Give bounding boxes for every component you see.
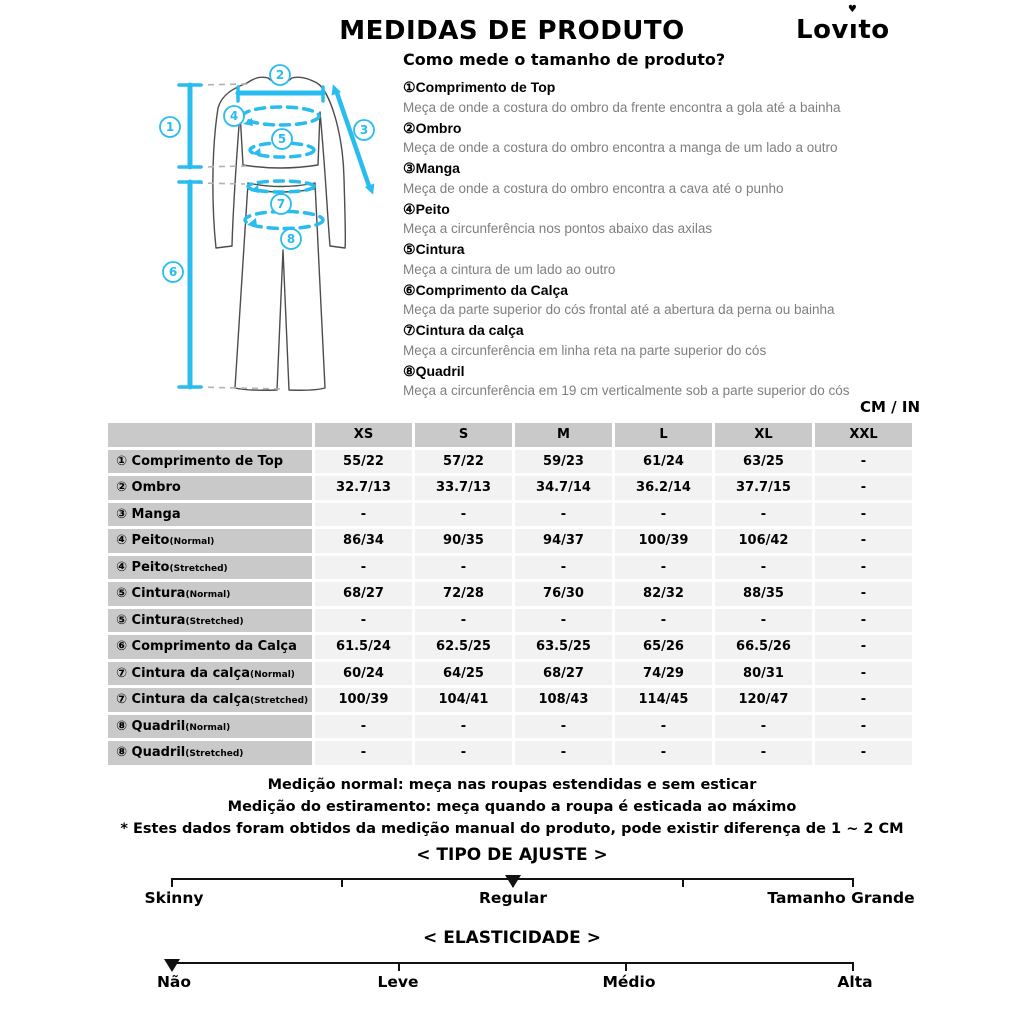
size-value-cell: 86/34: [315, 529, 412, 553]
elasticity-scale-title: < ELASTICIDADE >: [423, 928, 601, 948]
size-table: [105, 420, 915, 768]
fit-tick: [341, 878, 343, 887]
size-value-cell: 34.7/14: [515, 476, 612, 500]
svg-text:3: 3: [359, 123, 369, 138]
size-value-cell: 80/31: [715, 662, 812, 686]
size-value-cell: -: [715, 503, 812, 527]
row-number: ③: [116, 506, 132, 522]
size-value-cell: 74/29: [615, 662, 712, 686]
diagram-badge-3: [354, 120, 374, 140]
guide-item-number: ⑧: [403, 362, 416, 379]
guide-item-description: Meça de onde a costura do ombro da frente encontra a gola até a bainha: [403, 99, 841, 115]
row-name: Peito: [131, 559, 170, 575]
row-label: [108, 476, 312, 500]
table-row: [108, 582, 912, 606]
guide-item-heading: [403, 77, 963, 98]
row-name: Cintura da calça: [131, 665, 250, 681]
guide-item-heading: [403, 361, 963, 382]
size-value-cell: 37.7/15: [715, 476, 812, 500]
page-title: MEDIDAS DE PRODUTO: [339, 16, 685, 46]
guide-item-name: Manga: [415, 160, 460, 176]
row-name: Ombro: [131, 480, 181, 496]
guide-item: [403, 280, 963, 321]
size-value-cell: 82/32: [615, 582, 712, 606]
diagram-badge-8: [281, 229, 301, 249]
guide-item-number: ⑥: [403, 281, 416, 298]
svg-text:8: 8: [286, 232, 296, 247]
row-name: Cintura: [131, 586, 186, 602]
size-value-cell: 100/39: [315, 688, 412, 712]
size-value-cell: -: [315, 741, 412, 765]
row-sub-label: (Normal): [185, 590, 231, 601]
guide-item-description: Meça de onde a costura do ombro encontra a cava até o punho: [403, 180, 784, 196]
note-normal: Medição normal: meça nas roupas estendidas e sem esticar: [267, 777, 757, 793]
size-value-cell: -: [715, 715, 812, 739]
guide-item-name: Ombro: [415, 119, 462, 136]
size-value-cell: 120/47: [715, 688, 812, 712]
row-name: Cintura da calça: [131, 692, 250, 708]
elasticity-marker-icon: [164, 959, 180, 972]
guide-item-description: Meça a cintura de um lado ao outro: [403, 261, 616, 277]
guide-item-description: Meça a circunferência nos pontos abaixo das axilas: [403, 221, 713, 236]
size-value-cell: 57/22: [415, 450, 512, 474]
size-value-cell: -: [415, 715, 512, 739]
elasticity-label-alta: Alta: [837, 973, 873, 991]
table-row: [108, 662, 912, 686]
size-value-cell: -: [315, 556, 412, 580]
measure-pants-length: [179, 182, 201, 387]
logo-letter-i: ı ♥: [847, 4, 859, 45]
size-value-cell: 60/24: [315, 662, 412, 686]
guide-item-heading: [403, 320, 963, 341]
size-value-cell: -: [815, 476, 912, 500]
guide-item-name: Comprimento da Calça: [415, 281, 569, 298]
size-value-cell: -: [715, 556, 812, 580]
size-column-header: XXL: [815, 423, 912, 447]
row-name: Cintura: [131, 612, 186, 628]
measurement-diagram: [148, 58, 400, 403]
svg-text:4: 4: [229, 109, 239, 124]
row-name: Quadril: [131, 745, 186, 761]
table-row: [108, 503, 912, 527]
row-label: [108, 582, 312, 606]
size-value-cell: 36.2/14: [615, 476, 712, 500]
size-value-cell: -: [615, 609, 712, 633]
size-value-cell: 55/22: [315, 450, 412, 474]
guide-item-name: Quadril: [415, 362, 465, 379]
elasticity-label-leve: Leve: [377, 973, 419, 991]
row-sub-label: (Stretched): [185, 616, 244, 627]
diagram-badge-1: [160, 117, 180, 137]
row-label: [108, 503, 312, 527]
size-value-cell: -: [815, 529, 912, 553]
unit-label: CM / IN: [860, 398, 920, 416]
elasticity-label-medio: Médio: [602, 973, 656, 991]
size-table-header-row: [108, 423, 912, 447]
row-number: ①: [116, 453, 132, 469]
size-value-cell: 33.7/13: [415, 476, 512, 500]
row-sub-label: (Normal): [185, 722, 231, 733]
elasticity-label-nao: Não: [156, 973, 192, 991]
elasticity-scale-line: [172, 962, 853, 964]
size-value-cell: -: [815, 741, 912, 765]
table-row: [108, 529, 912, 553]
size-value-cell: -: [815, 556, 912, 580]
elasticity-tick: [852, 962, 854, 971]
size-value-cell: 65/26: [615, 635, 712, 659]
size-value-cell: -: [615, 715, 712, 739]
size-column-header: L: [615, 423, 712, 447]
size-value-cell: -: [515, 503, 612, 527]
size-value-cell: 66.5/26: [715, 635, 812, 659]
table-row: [108, 609, 912, 633]
size-value-cell: 61/24: [615, 450, 712, 474]
row-name: Quadril: [131, 718, 186, 734]
row-label: [108, 741, 312, 765]
note-disclaimer: * Estes dados foram obtidos da medição manual do produto, pode existir diferença de 1 ~ 2 CM: [120, 821, 904, 837]
size-value-cell: -: [615, 503, 712, 527]
size-value-cell: -: [415, 556, 512, 580]
svg-text:7: 7: [276, 197, 286, 212]
fit-label-tamanho-grande: Tamanho Grande: [767, 889, 915, 907]
size-value-cell: 76/30: [515, 582, 612, 606]
row-label: [108, 556, 312, 580]
size-value-cell: -: [815, 688, 912, 712]
size-value-cell: -: [515, 741, 612, 765]
guide-item-description: Meça da parte superior do cós frontal até a abertura da perna ou bainha: [403, 302, 835, 317]
size-value-cell: 114/45: [615, 688, 712, 712]
row-label: [108, 688, 312, 712]
size-column-header: M: [515, 423, 612, 447]
fit-tick: [852, 878, 854, 887]
guide-item-name: Comprimento de Top: [415, 79, 556, 95]
guide-item: [403, 320, 963, 361]
table-row: [108, 556, 912, 580]
row-label: [108, 529, 312, 553]
guide-item-number: ①: [403, 79, 416, 95]
note-stretch: Medição do estiramento: meça quando a roupa é esticada ao máximo: [227, 799, 797, 815]
size-value-cell: 104/41: [415, 688, 512, 712]
table-row: [108, 741, 912, 765]
size-value-cell: 94/37: [515, 529, 612, 553]
size-value-cell: 108/43: [515, 688, 612, 712]
row-number: ④: [116, 559, 132, 575]
svg-text:5: 5: [277, 132, 287, 147]
guide-item-description: Meça de onde a costura do ombro encontra a manga de um lado a outro: [403, 140, 838, 155]
guide-item-name: Cintura da calça: [415, 322, 524, 338]
size-value-cell: -: [715, 609, 812, 633]
lovito-logo: [796, 4, 890, 45]
row-sub-label: (Stretched): [250, 696, 309, 707]
row-number: ④: [116, 533, 132, 549]
size-value-cell: 62.5/25: [415, 635, 512, 659]
svg-text:6: 6: [168, 265, 178, 280]
table-corner-cell: [108, 423, 312, 447]
svg-text:2: 2: [275, 68, 285, 83]
row-label: [108, 662, 312, 686]
size-value-cell: 90/35: [415, 529, 512, 553]
notes: [0, 774, 1024, 840]
row-name: Comprimento da Calça: [131, 639, 297, 655]
row-label: [108, 450, 312, 474]
row-number: ⑧: [116, 718, 132, 734]
size-value-cell: -: [615, 556, 712, 580]
row-number: ⑦: [116, 665, 132, 681]
guide-item-number: ④: [403, 200, 416, 217]
guide-item-description: Meça a circunferência em 19 cm verticalmente sob a parte superior do cós: [403, 383, 850, 398]
elasticity-tick: [398, 962, 400, 971]
diagram-badge-2: [270, 65, 290, 85]
row-number: ⑧: [116, 745, 132, 761]
row-label: [108, 715, 312, 739]
size-column-header: XL: [715, 423, 812, 447]
guide-item-heading: [403, 280, 963, 301]
size-value-cell: 61.5/24: [315, 635, 412, 659]
row-number: ⑥: [116, 639, 132, 655]
size-value-cell: -: [415, 503, 512, 527]
guide-item-number: ②: [403, 119, 416, 136]
row-number: ⑦: [116, 692, 132, 708]
size-value-cell: -: [815, 715, 912, 739]
guide-item-number: ⑤: [403, 241, 416, 257]
guide-item: [403, 239, 963, 280]
logo-text-post: to: [858, 15, 890, 45]
fit-tick: [682, 878, 684, 887]
row-sub-label: (Stretched): [169, 563, 228, 574]
guide-item-heading: [403, 118, 963, 139]
size-value-cell: -: [315, 503, 412, 527]
diagram-badge-6: [163, 262, 183, 282]
size-value-cell: -: [815, 609, 912, 633]
size-value-cell: -: [415, 609, 512, 633]
row-number: ②: [116, 480, 132, 496]
fit-marker-icon: [505, 875, 521, 888]
size-value-cell: 68/27: [315, 582, 412, 606]
size-value-cell: 100/39: [615, 529, 712, 553]
guide-item: [403, 361, 963, 402]
table-row: [108, 688, 912, 712]
size-value-cell: 63/25: [715, 450, 812, 474]
guide-item: [403, 158, 963, 199]
fit-label-regular: Regular: [479, 889, 547, 907]
size-value-cell: -: [815, 582, 912, 606]
size-value-cell: -: [515, 715, 612, 739]
measure-top-length: [179, 85, 201, 167]
row-name: Comprimento de Top: [131, 453, 284, 469]
size-value-cell: 106/42: [715, 529, 812, 553]
guide-item-heading: [403, 239, 963, 260]
guide-item-name: Peito: [415, 200, 450, 217]
row-sub-label: (Normal): [250, 669, 295, 680]
guide-item-description: Meça a circunferência em linha reta na parte superior do cós: [403, 342, 767, 358]
guide-item-heading: [403, 199, 963, 220]
size-value-cell: -: [815, 450, 912, 474]
diagram-badge-4: [224, 106, 244, 126]
size-value-cell: -: [615, 741, 712, 765]
logo-text-pre: Lov: [796, 15, 849, 45]
size-value-cell: -: [415, 741, 512, 765]
guide-item-name: Cintura: [415, 241, 465, 257]
table-row: [108, 476, 912, 500]
size-value-cell: 64/25: [415, 662, 512, 686]
table-row: [108, 635, 912, 659]
guide-item: [403, 118, 963, 159]
size-value-cell: -: [515, 609, 612, 633]
size-value-cell: -: [715, 741, 812, 765]
elasticity-tick: [625, 962, 627, 971]
size-value-cell: 68/27: [515, 662, 612, 686]
table-row: [108, 450, 912, 474]
size-value-cell: -: [515, 556, 612, 580]
guide-item-number: ③: [403, 160, 416, 176]
fit-scale-title: < TIPO DE AJUSTE >: [416, 845, 608, 865]
size-value-cell: 63.5/25: [515, 635, 612, 659]
guide-item: [403, 77, 963, 118]
svg-text:1: 1: [165, 120, 175, 135]
size-value-cell: -: [815, 503, 912, 527]
row-name: Peito: [131, 533, 170, 549]
size-value-cell: -: [315, 715, 412, 739]
size-value-cell: 72/28: [415, 582, 512, 606]
diagram-badge-5: [272, 129, 292, 149]
guide-item: [403, 199, 963, 240]
fit-scale-line: [172, 878, 853, 880]
measurement-guide: [403, 77, 963, 401]
row-sub-label: (Normal): [169, 537, 215, 548]
size-value-cell: 32.7/13: [315, 476, 412, 500]
size-column-header: XS: [315, 423, 412, 447]
guide-item-number: ⑦: [403, 322, 416, 338]
row-sub-label: (Stretched): [185, 749, 244, 760]
row-number: ⑤: [116, 586, 132, 602]
fit-label-skinny: Skinny: [144, 889, 204, 907]
guide-subtitle: Como mede o tamanho de produto?: [403, 50, 726, 69]
row-number: ⑤: [116, 612, 132, 628]
size-value-cell: 59/23: [515, 450, 612, 474]
row-name: Manga: [131, 506, 181, 522]
table-row: [108, 715, 912, 739]
size-value-cell: -: [815, 635, 912, 659]
row-label: [108, 609, 312, 633]
size-column-header: S: [415, 423, 512, 447]
size-value-cell: -: [815, 662, 912, 686]
fit-tick: [171, 878, 173, 887]
heart-dot-icon: ♥: [847, 4, 858, 15]
size-value-cell: -: [315, 609, 412, 633]
size-value-cell: 88/35: [715, 582, 812, 606]
row-label: [108, 635, 312, 659]
diagram-badge-7: [271, 194, 291, 214]
guide-item-heading: [403, 158, 963, 179]
